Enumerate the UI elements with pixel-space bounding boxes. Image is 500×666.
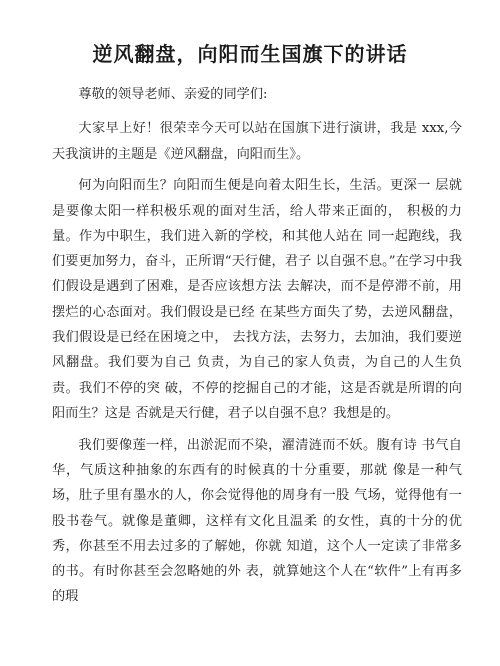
document-body (52, 82, 462, 616)
body-paragraph: 何为向阳而生？向阳而生便是向着太阳生长，生活。更深一 层就是要像太阳一样积极乐观的面对生活，给人带来正面的， 积极的力量。作为中职生，我们进入新的学校，和其他人站在 同一起跑线，我们要更加努力，奋斗，正所谓“天行健，君子 以自强不息。”在学习中我们假设是遇到了困难，是否应该想方法 去解决，而不是停滞不前，用摆烂的心态面对。我们假设是已经 在某些方面失了势，去逆风翻盘，我们假设是已经在困境之中， 去找方法，去努力，去加油，我们要逆风翻盘。我们要为自己 负责，为自己的家人负责，为自己的人生负责。我们不停的突 破，不停的挖掘自己的才能，这是否就是所谓的向阳而生？这是 否就是天行健，君子以自强不息？我想是的。 (52, 178, 462, 421)
body-paragraph: 我们要像莲一样，出淤泥而不染，濯清涟而不妖。腹有诗 书气自华，气质这种抽象的东西有的时候真的十分重要，那就 像是一种气场，肚子里有墨水的人，你会觉得他的周身有一股 气场，觉得他有一股书卷气。就像是董卿，这样有文化且温柔 的女性，真的十分的优秀，你甚至不用去过多的了解她，你就 知道，这个人一定读了非常多的书。有时你甚至会忽略她的外 表，就算她这个人在“软件”上有再多的瑕 (52, 437, 462, 605)
opening-paragraph: 大家早上好！很荣幸今天可以站在国旗下进行演讲，我是 xxx,今天我演讲的主题是《逆风翻盘，向阳而生》。 (52, 121, 462, 162)
document-title: 逆风翻盘，向阳而生国旗下的讲话 (92, 42, 408, 66)
salutation-paragraph: 尊敬的领导老师、亲爱的同学们: (78, 87, 268, 102)
